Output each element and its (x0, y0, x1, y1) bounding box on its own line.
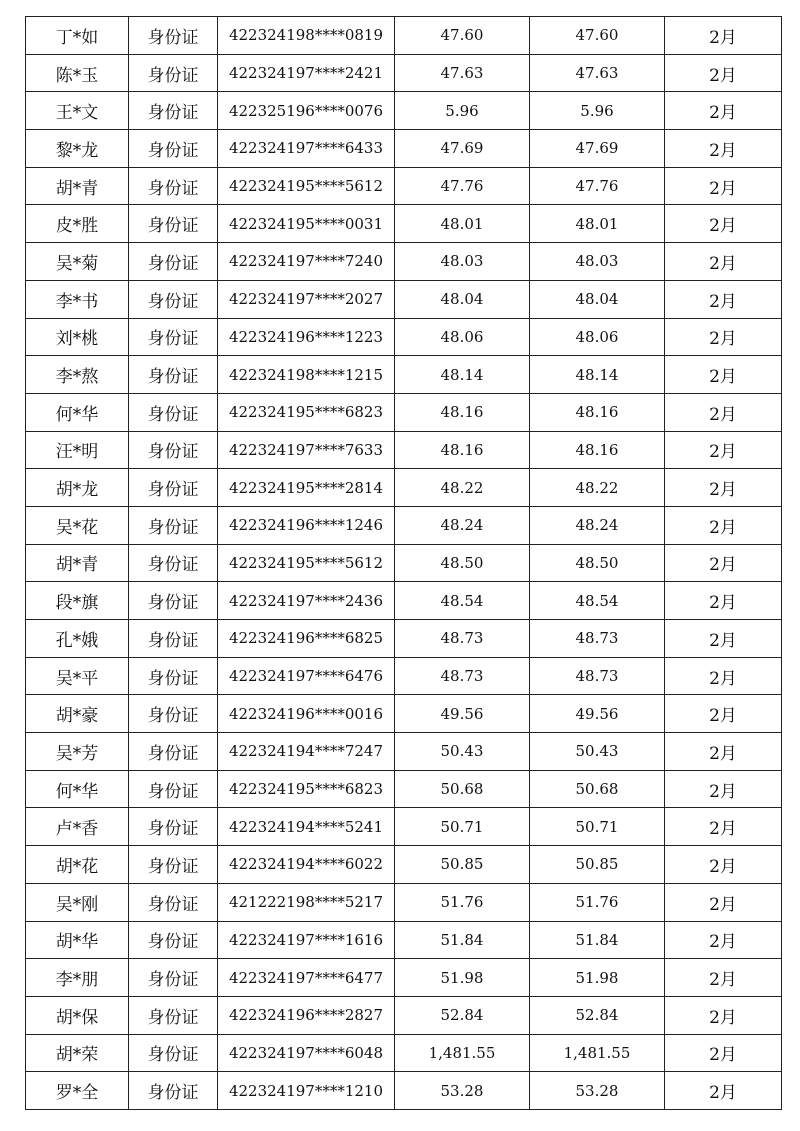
name-cell: 吴*芳 (26, 733, 129, 771)
month-cell: 2月 (665, 431, 782, 469)
amount-cell: 51.76 (395, 883, 530, 921)
amount-cell: 48.06 (395, 318, 530, 356)
month-cell: 2月 (665, 808, 782, 846)
id-number-cell: 422324195****5612 (218, 167, 395, 205)
table-row (26, 318, 782, 356)
table-row (26, 544, 782, 582)
amount-cell: 50.85 (395, 846, 530, 884)
amount-paid-cell: 48.73 (530, 657, 665, 695)
amount-paid-cell: 50.68 (530, 770, 665, 808)
name-cell: 胡*花 (26, 846, 129, 884)
id-type-cell: 身份证 (129, 921, 218, 959)
name-cell: 刘*桃 (26, 318, 129, 356)
id-type-cell: 身份证 (129, 130, 218, 168)
id-type-cell: 身份证 (129, 506, 218, 544)
amount-paid-cell: 5.96 (530, 92, 665, 130)
amount-paid-cell: 53.28 (530, 1072, 665, 1110)
id-type-cell: 身份证 (129, 92, 218, 130)
id-number-cell: 422324198****1215 (218, 356, 395, 394)
amount-cell: 51.98 (395, 959, 530, 997)
table-row (26, 130, 782, 168)
id-type-cell: 身份证 (129, 1072, 218, 1110)
id-number-cell: 422324197****2436 (218, 582, 395, 620)
amount-paid-cell: 1,481.55 (530, 1034, 665, 1072)
month-cell: 2月 (665, 318, 782, 356)
id-type-cell: 身份证 (129, 846, 218, 884)
month-cell: 2月 (665, 1034, 782, 1072)
data-table (25, 16, 782, 1110)
month-cell: 2月 (665, 1072, 782, 1110)
id-number-cell: 422324195****6823 (218, 770, 395, 808)
id-type-cell: 身份证 (129, 1034, 218, 1072)
month-cell: 2月 (665, 846, 782, 884)
month-cell: 2月 (665, 770, 782, 808)
name-cell: 卢*香 (26, 808, 129, 846)
id-number-cell: 422325196****0076 (218, 92, 395, 130)
month-cell: 2月 (665, 243, 782, 281)
name-cell: 皮*胜 (26, 205, 129, 243)
amount-cell: 48.22 (395, 469, 530, 507)
id-number-cell: 422324197****6477 (218, 959, 395, 997)
name-cell: 李*书 (26, 280, 129, 318)
table-row (26, 469, 782, 507)
amount-cell: 1,481.55 (395, 1034, 530, 1072)
amount-paid-cell: 50.43 (530, 733, 665, 771)
table-row (26, 167, 782, 205)
month-cell: 2月 (665, 92, 782, 130)
amount-paid-cell: 48.16 (530, 431, 665, 469)
table-body (26, 17, 782, 1110)
amount-cell: 47.63 (395, 54, 530, 92)
id-number-cell: 422324196****2827 (218, 996, 395, 1034)
table-row (26, 1034, 782, 1072)
table-row (26, 733, 782, 771)
month-cell: 2月 (665, 17, 782, 55)
name-cell: 陈*玉 (26, 54, 129, 92)
month-cell: 2月 (665, 167, 782, 205)
amount-cell: 5.96 (395, 92, 530, 130)
table-row (26, 695, 782, 733)
table-row (26, 92, 782, 130)
amount-cell: 52.84 (395, 996, 530, 1034)
id-number-cell: 422324195****2814 (218, 469, 395, 507)
amount-cell: 48.14 (395, 356, 530, 394)
id-number-cell: 422324195****0031 (218, 205, 395, 243)
id-type-cell: 身份证 (129, 280, 218, 318)
id-number-cell: 422324194****7247 (218, 733, 395, 771)
name-cell: 胡*龙 (26, 469, 129, 507)
month-cell: 2月 (665, 620, 782, 658)
id-type-cell: 身份证 (129, 883, 218, 921)
id-type-cell: 身份证 (129, 695, 218, 733)
name-cell: 胡*青 (26, 544, 129, 582)
amount-cell: 49.56 (395, 695, 530, 733)
id-type-cell: 身份证 (129, 808, 218, 846)
amount-paid-cell: 48.50 (530, 544, 665, 582)
id-type-cell: 身份证 (129, 733, 218, 771)
amount-paid-cell: 51.98 (530, 959, 665, 997)
table-row (26, 356, 782, 394)
amount-paid-cell: 48.73 (530, 620, 665, 658)
month-cell: 2月 (665, 657, 782, 695)
id-number-cell: 422324197****2027 (218, 280, 395, 318)
amount-paid-cell: 50.85 (530, 846, 665, 884)
name-cell: 李*熬 (26, 356, 129, 394)
amount-paid-cell: 48.22 (530, 469, 665, 507)
amount-cell: 48.73 (395, 620, 530, 658)
id-type-cell: 身份证 (129, 243, 218, 281)
name-cell: 王*文 (26, 92, 129, 130)
table-row (26, 808, 782, 846)
amount-cell: 47.60 (395, 17, 530, 55)
amount-paid-cell: 51.84 (530, 921, 665, 959)
id-number-cell: 422324197****6048 (218, 1034, 395, 1072)
table-row (26, 846, 782, 884)
amount-cell: 48.03 (395, 243, 530, 281)
name-cell: 汪*明 (26, 431, 129, 469)
id-number-cell: 422324197****2421 (218, 54, 395, 92)
month-cell: 2月 (665, 883, 782, 921)
amount-cell: 50.43 (395, 733, 530, 771)
id-type-cell: 身份证 (129, 996, 218, 1034)
name-cell: 何*华 (26, 770, 129, 808)
id-type-cell: 身份证 (129, 205, 218, 243)
name-cell: 段*旗 (26, 582, 129, 620)
table-row (26, 280, 782, 318)
amount-cell: 48.16 (395, 393, 530, 431)
month-cell: 2月 (665, 393, 782, 431)
name-cell: 罗*全 (26, 1072, 129, 1110)
table-row (26, 770, 782, 808)
table-row (26, 582, 782, 620)
amount-cell: 53.28 (395, 1072, 530, 1110)
month-cell: 2月 (665, 356, 782, 394)
month-cell: 2月 (665, 695, 782, 733)
id-type-cell: 身份证 (129, 544, 218, 582)
id-type-cell: 身份证 (129, 620, 218, 658)
table-row (26, 431, 782, 469)
id-type-cell: 身份证 (129, 167, 218, 205)
id-number-cell: 422324195****5612 (218, 544, 395, 582)
month-cell: 2月 (665, 921, 782, 959)
table-row (26, 243, 782, 281)
id-type-cell: 身份证 (129, 356, 218, 394)
amount-cell: 48.24 (395, 506, 530, 544)
id-number-cell: 422324196****1246 (218, 506, 395, 544)
id-type-cell: 身份证 (129, 582, 218, 620)
name-cell: 丁*如 (26, 17, 129, 55)
name-cell: 胡*保 (26, 996, 129, 1034)
table-row (26, 1072, 782, 1110)
amount-cell: 48.73 (395, 657, 530, 695)
amount-paid-cell: 47.60 (530, 17, 665, 55)
month-cell: 2月 (665, 996, 782, 1034)
amount-cell: 51.84 (395, 921, 530, 959)
amount-paid-cell: 48.24 (530, 506, 665, 544)
amount-paid-cell: 48.54 (530, 582, 665, 620)
amount-paid-cell: 48.01 (530, 205, 665, 243)
month-cell: 2月 (665, 506, 782, 544)
id-number-cell: 421222198****5217 (218, 883, 395, 921)
table-row (26, 393, 782, 431)
name-cell: 胡*荣 (26, 1034, 129, 1072)
id-type-cell: 身份证 (129, 393, 218, 431)
id-number-cell: 422324197****1210 (218, 1072, 395, 1110)
amount-cell: 48.50 (395, 544, 530, 582)
amount-cell: 47.69 (395, 130, 530, 168)
table-row (26, 996, 782, 1034)
amount-cell: 48.01 (395, 205, 530, 243)
table-row (26, 17, 782, 55)
amount-cell: 50.71 (395, 808, 530, 846)
name-cell: 胡*豪 (26, 695, 129, 733)
name-cell: 吴*花 (26, 506, 129, 544)
id-type-cell: 身份证 (129, 959, 218, 997)
month-cell: 2月 (665, 205, 782, 243)
id-number-cell: 422324195****6823 (218, 393, 395, 431)
amount-paid-cell: 51.76 (530, 883, 665, 921)
month-cell: 2月 (665, 959, 782, 997)
table-row (26, 205, 782, 243)
amount-paid-cell: 47.63 (530, 54, 665, 92)
name-cell: 胡*华 (26, 921, 129, 959)
name-cell: 黎*龙 (26, 130, 129, 168)
amount-paid-cell: 48.14 (530, 356, 665, 394)
amount-paid-cell: 48.04 (530, 280, 665, 318)
id-type-cell: 身份证 (129, 770, 218, 808)
id-number-cell: 422324198****0819 (218, 17, 395, 55)
id-number-cell: 422324194****5241 (218, 808, 395, 846)
id-type-cell: 身份证 (129, 657, 218, 695)
month-cell: 2月 (665, 733, 782, 771)
id-type-cell: 身份证 (129, 431, 218, 469)
id-number-cell: 422324197****1616 (218, 921, 395, 959)
month-cell: 2月 (665, 544, 782, 582)
month-cell: 2月 (665, 54, 782, 92)
id-number-cell: 422324197****6433 (218, 130, 395, 168)
amount-paid-cell: 47.69 (530, 130, 665, 168)
document-page (25, 16, 775, 1110)
id-number-cell: 422324196****0016 (218, 695, 395, 733)
id-type-cell: 身份证 (129, 54, 218, 92)
amount-paid-cell: 52.84 (530, 996, 665, 1034)
id-number-cell: 422324196****6825 (218, 620, 395, 658)
amount-cell: 48.16 (395, 431, 530, 469)
month-cell: 2月 (665, 130, 782, 168)
name-cell: 吴*刚 (26, 883, 129, 921)
table-row (26, 506, 782, 544)
amount-cell: 50.68 (395, 770, 530, 808)
table-row (26, 959, 782, 997)
amount-paid-cell: 48.06 (530, 318, 665, 356)
id-type-cell: 身份证 (129, 17, 218, 55)
id-number-cell: 422324197****6476 (218, 657, 395, 695)
amount-cell: 48.54 (395, 582, 530, 620)
amount-paid-cell: 48.03 (530, 243, 665, 281)
amount-cell: 48.04 (395, 280, 530, 318)
id-type-cell: 身份证 (129, 318, 218, 356)
table-row (26, 620, 782, 658)
table-row (26, 657, 782, 695)
name-cell: 吴*平 (26, 657, 129, 695)
amount-cell: 47.76 (395, 167, 530, 205)
amount-paid-cell: 49.56 (530, 695, 665, 733)
name-cell: 胡*青 (26, 167, 129, 205)
id-number-cell: 422324194****6022 (218, 846, 395, 884)
month-cell: 2月 (665, 582, 782, 620)
name-cell: 李*朋 (26, 959, 129, 997)
amount-paid-cell: 50.71 (530, 808, 665, 846)
table-row (26, 921, 782, 959)
month-cell: 2月 (665, 280, 782, 318)
name-cell: 何*华 (26, 393, 129, 431)
amount-paid-cell: 48.16 (530, 393, 665, 431)
id-number-cell: 422324196****1223 (218, 318, 395, 356)
id-type-cell: 身份证 (129, 469, 218, 507)
name-cell: 吴*菊 (26, 243, 129, 281)
amount-paid-cell: 47.76 (530, 167, 665, 205)
table-row (26, 883, 782, 921)
month-cell: 2月 (665, 469, 782, 507)
id-number-cell: 422324197****7633 (218, 431, 395, 469)
name-cell: 孔*娥 (26, 620, 129, 658)
table-row (26, 54, 782, 92)
id-number-cell: 422324197****7240 (218, 243, 395, 281)
